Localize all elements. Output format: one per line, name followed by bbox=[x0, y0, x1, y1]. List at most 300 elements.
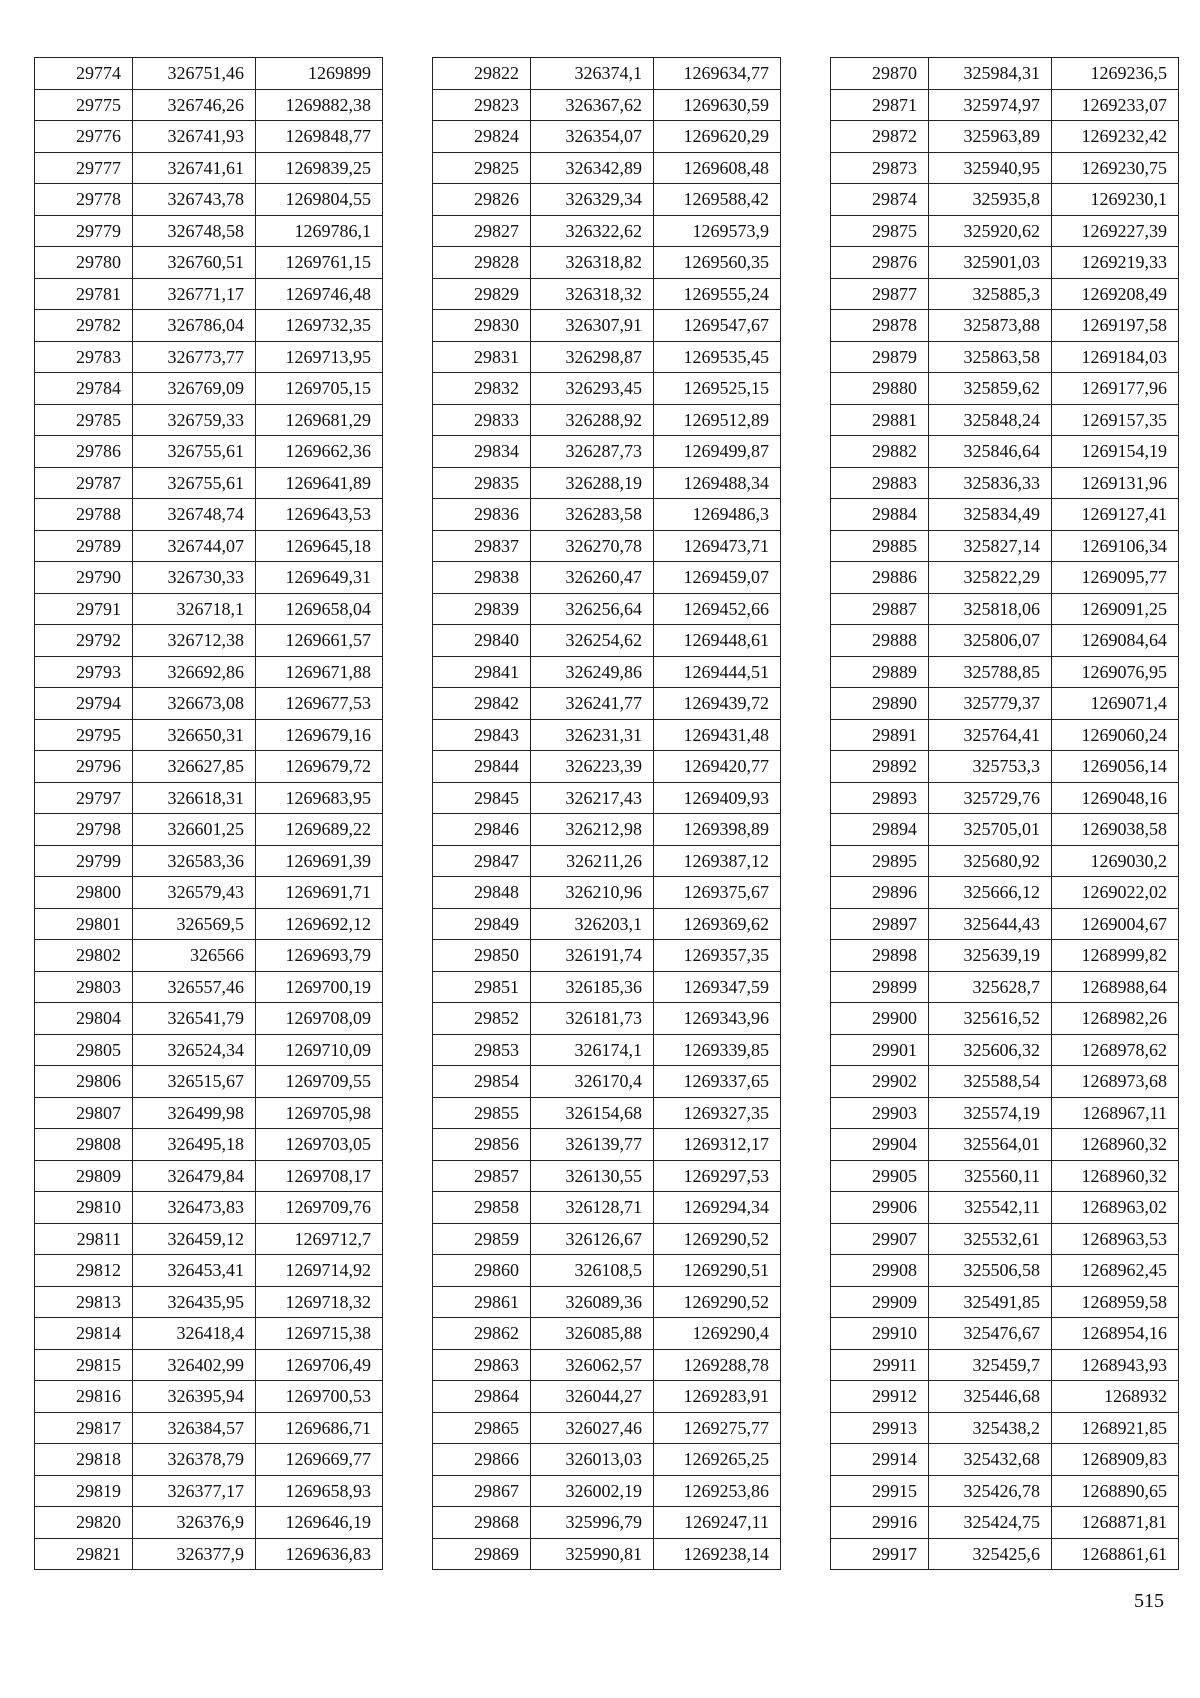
table-row bbox=[831, 1255, 1179, 1287]
y-coordinate-cell: 1269691,71 bbox=[256, 877, 383, 909]
x-coordinate-cell: 325940,95 bbox=[929, 152, 1052, 184]
point-number-cell: 29839 bbox=[433, 593, 531, 625]
x-coordinate-cell: 325438,2 bbox=[929, 1412, 1052, 1444]
y-coordinate-cell: 1269459,07 bbox=[654, 562, 781, 594]
point-number-cell: 29895 bbox=[831, 845, 929, 877]
point-number-cell: 29855 bbox=[433, 1097, 531, 1129]
point-number-cell: 29860 bbox=[433, 1255, 531, 1287]
table-row bbox=[35, 971, 383, 1003]
y-coordinate-cell: 1268960,32 bbox=[1052, 1129, 1179, 1161]
y-coordinate-cell: 1268988,64 bbox=[1052, 971, 1179, 1003]
y-coordinate-cell: 1269700,53 bbox=[256, 1381, 383, 1413]
table-row bbox=[831, 845, 1179, 877]
table-row bbox=[831, 1286, 1179, 1318]
x-coordinate-cell: 326601,25 bbox=[133, 814, 256, 846]
y-coordinate-cell: 1269431,48 bbox=[654, 719, 781, 751]
x-coordinate-cell: 326374,1 bbox=[531, 58, 654, 90]
x-coordinate-cell: 325848,24 bbox=[929, 404, 1052, 436]
point-number-cell: 29861 bbox=[433, 1286, 531, 1318]
y-coordinate-cell: 1269369,62 bbox=[654, 908, 781, 940]
y-coordinate-cell: 1269608,48 bbox=[654, 152, 781, 184]
x-coordinate-cell: 326569,5 bbox=[133, 908, 256, 940]
y-coordinate-cell: 1269588,42 bbox=[654, 184, 781, 216]
point-number-cell: 29831 bbox=[433, 341, 531, 373]
point-number-cell: 29823 bbox=[433, 89, 531, 121]
point-number-cell: 29863 bbox=[433, 1349, 531, 1381]
table-row bbox=[433, 1381, 781, 1413]
y-coordinate-cell: 1269076,95 bbox=[1052, 656, 1179, 688]
y-coordinate-cell: 1269238,14 bbox=[654, 1538, 781, 1570]
y-coordinate-cell: 1269439,72 bbox=[654, 688, 781, 720]
x-coordinate-cell: 326377,17 bbox=[133, 1475, 256, 1507]
point-number-cell: 29881 bbox=[831, 404, 929, 436]
point-number-cell: 29822 bbox=[433, 58, 531, 90]
table-row bbox=[831, 814, 1179, 846]
point-number-cell: 29882 bbox=[831, 436, 929, 468]
table-row bbox=[831, 656, 1179, 688]
point-number-cell: 29856 bbox=[433, 1129, 531, 1161]
x-coordinate-cell: 326759,33 bbox=[133, 404, 256, 436]
table-row bbox=[831, 152, 1179, 184]
y-coordinate-cell: 1269030,2 bbox=[1052, 845, 1179, 877]
point-number-cell: 29786 bbox=[35, 436, 133, 468]
y-coordinate-cell: 1269347,59 bbox=[654, 971, 781, 1003]
point-number-cell: 29788 bbox=[35, 499, 133, 531]
table-row bbox=[831, 215, 1179, 247]
point-number-cell: 29857 bbox=[433, 1160, 531, 1192]
coordinate-table-3 bbox=[830, 57, 1179, 1570]
point-number-cell: 29848 bbox=[433, 877, 531, 909]
x-coordinate-cell: 325885,3 bbox=[929, 278, 1052, 310]
x-coordinate-cell: 325425,6 bbox=[929, 1538, 1052, 1570]
table-row bbox=[35, 278, 383, 310]
y-coordinate-cell: 1268861,61 bbox=[1052, 1538, 1179, 1570]
x-coordinate-cell: 326712,38 bbox=[133, 625, 256, 657]
x-coordinate-cell: 326231,31 bbox=[531, 719, 654, 751]
point-number-cell: 29886 bbox=[831, 562, 929, 594]
y-coordinate-cell: 1269127,41 bbox=[1052, 499, 1179, 531]
y-coordinate-cell: 1269661,57 bbox=[256, 625, 383, 657]
point-number-cell: 29806 bbox=[35, 1066, 133, 1098]
point-number-cell: 29896 bbox=[831, 877, 929, 909]
point-number-cell: 29807 bbox=[35, 1097, 133, 1129]
table-row bbox=[35, 1097, 383, 1129]
x-coordinate-cell: 326249,86 bbox=[531, 656, 654, 688]
table-row bbox=[433, 625, 781, 657]
y-coordinate-cell: 1269275,77 bbox=[654, 1412, 781, 1444]
x-coordinate-cell: 326748,74 bbox=[133, 499, 256, 531]
table-row bbox=[433, 971, 781, 1003]
y-coordinate-cell: 1269339,85 bbox=[654, 1034, 781, 1066]
y-coordinate-cell: 1269547,67 bbox=[654, 310, 781, 342]
point-number-cell: 29902 bbox=[831, 1066, 929, 1098]
table-row bbox=[433, 310, 781, 342]
y-coordinate-cell: 1268943,93 bbox=[1052, 1349, 1179, 1381]
table-row bbox=[35, 814, 383, 846]
y-coordinate-cell: 1268963,02 bbox=[1052, 1192, 1179, 1224]
x-coordinate-cell: 326322,62 bbox=[531, 215, 654, 247]
y-coordinate-cell: 1269106,34 bbox=[1052, 530, 1179, 562]
y-coordinate-cell: 1269448,61 bbox=[654, 625, 781, 657]
point-number-cell: 29796 bbox=[35, 751, 133, 783]
y-coordinate-cell: 1269071,4 bbox=[1052, 688, 1179, 720]
table-row bbox=[831, 1412, 1179, 1444]
x-coordinate-cell: 325574,19 bbox=[929, 1097, 1052, 1129]
x-coordinate-cell: 326211,26 bbox=[531, 845, 654, 877]
y-coordinate-cell: 1269409,93 bbox=[654, 782, 781, 814]
x-coordinate-cell: 325834,49 bbox=[929, 499, 1052, 531]
x-coordinate-cell: 326089,36 bbox=[531, 1286, 654, 1318]
table-row bbox=[831, 58, 1179, 90]
x-coordinate-cell: 325491,85 bbox=[929, 1286, 1052, 1318]
table-row bbox=[35, 373, 383, 405]
table-row bbox=[831, 877, 1179, 909]
x-coordinate-cell: 326743,78 bbox=[133, 184, 256, 216]
x-coordinate-cell: 326769,09 bbox=[133, 373, 256, 405]
y-coordinate-cell: 1269265,25 bbox=[654, 1444, 781, 1476]
table-row bbox=[35, 1160, 383, 1192]
point-number-cell: 29826 bbox=[433, 184, 531, 216]
x-coordinate-cell: 326044,27 bbox=[531, 1381, 654, 1413]
table-row bbox=[433, 1066, 781, 1098]
x-coordinate-cell: 325424,75 bbox=[929, 1507, 1052, 1539]
x-coordinate-cell: 326013,03 bbox=[531, 1444, 654, 1476]
x-coordinate-cell: 325901,03 bbox=[929, 247, 1052, 279]
x-coordinate-cell: 326307,91 bbox=[531, 310, 654, 342]
x-coordinate-cell: 325476,67 bbox=[929, 1318, 1052, 1350]
x-coordinate-cell: 326108,5 bbox=[531, 1255, 654, 1287]
y-coordinate-cell: 1269691,39 bbox=[256, 845, 383, 877]
table-row bbox=[35, 656, 383, 688]
table-row bbox=[831, 121, 1179, 153]
point-number-cell: 29835 bbox=[433, 467, 531, 499]
point-number-cell: 29893 bbox=[831, 782, 929, 814]
x-coordinate-cell: 325827,14 bbox=[929, 530, 1052, 562]
point-number-cell: 29917 bbox=[831, 1538, 929, 1570]
x-coordinate-cell: 326730,33 bbox=[133, 562, 256, 594]
point-number-cell: 29799 bbox=[35, 845, 133, 877]
table-row bbox=[433, 908, 781, 940]
y-coordinate-cell: 1269645,18 bbox=[256, 530, 383, 562]
point-number-cell: 29783 bbox=[35, 341, 133, 373]
x-coordinate-cell: 326473,83 bbox=[133, 1192, 256, 1224]
point-number-cell: 29903 bbox=[831, 1097, 929, 1129]
y-coordinate-cell: 1268921,85 bbox=[1052, 1412, 1179, 1444]
point-number-cell: 29846 bbox=[433, 814, 531, 846]
table-row bbox=[831, 940, 1179, 972]
table-row bbox=[35, 1066, 383, 1098]
y-coordinate-cell: 1269230,1 bbox=[1052, 184, 1179, 216]
point-number-cell: 29858 bbox=[433, 1192, 531, 1224]
table-row bbox=[831, 530, 1179, 562]
table-row bbox=[35, 1475, 383, 1507]
table-row bbox=[831, 89, 1179, 121]
x-coordinate-cell: 326354,07 bbox=[531, 121, 654, 153]
x-coordinate-cell: 326755,61 bbox=[133, 467, 256, 499]
y-coordinate-cell: 1269649,31 bbox=[256, 562, 383, 594]
point-number-cell: 29915 bbox=[831, 1475, 929, 1507]
x-coordinate-cell: 326418,4 bbox=[133, 1318, 256, 1350]
point-number-cell: 29907 bbox=[831, 1223, 929, 1255]
y-coordinate-cell: 1269703,05 bbox=[256, 1129, 383, 1161]
y-coordinate-cell: 1269715,38 bbox=[256, 1318, 383, 1350]
y-coordinate-cell: 1269746,48 bbox=[256, 278, 383, 310]
x-coordinate-cell: 326376,9 bbox=[133, 1507, 256, 1539]
x-coordinate-cell: 326566 bbox=[133, 940, 256, 972]
y-coordinate-cell: 1269555,24 bbox=[654, 278, 781, 310]
point-number-cell: 29802 bbox=[35, 940, 133, 972]
point-number-cell: 29898 bbox=[831, 940, 929, 972]
x-coordinate-cell: 326771,17 bbox=[133, 278, 256, 310]
point-number-cell: 29878 bbox=[831, 310, 929, 342]
point-number-cell: 29828 bbox=[433, 247, 531, 279]
x-coordinate-cell: 325616,52 bbox=[929, 1003, 1052, 1035]
table-row bbox=[433, 247, 781, 279]
table-row bbox=[433, 58, 781, 90]
x-coordinate-cell: 325628,7 bbox=[929, 971, 1052, 1003]
y-coordinate-cell: 1268967,11 bbox=[1052, 1097, 1179, 1129]
y-coordinate-cell: 1269219,33 bbox=[1052, 247, 1179, 279]
table-row bbox=[433, 215, 781, 247]
point-number-cell: 29804 bbox=[35, 1003, 133, 1035]
table-row bbox=[831, 1160, 1179, 1192]
y-coordinate-cell: 1269839,25 bbox=[256, 152, 383, 184]
table-row bbox=[831, 1129, 1179, 1161]
x-coordinate-cell: 326402,99 bbox=[133, 1349, 256, 1381]
point-number-cell: 29811 bbox=[35, 1223, 133, 1255]
point-number-cell: 29850 bbox=[433, 940, 531, 972]
y-coordinate-cell: 1269706,49 bbox=[256, 1349, 383, 1381]
point-number-cell: 29868 bbox=[433, 1507, 531, 1539]
point-number-cell: 29833 bbox=[433, 404, 531, 436]
y-coordinate-cell: 1269709,76 bbox=[256, 1192, 383, 1224]
y-coordinate-cell: 1269312,17 bbox=[654, 1129, 781, 1161]
table-row bbox=[433, 1129, 781, 1161]
table-row bbox=[433, 184, 781, 216]
y-coordinate-cell: 1269091,25 bbox=[1052, 593, 1179, 625]
point-number-cell: 29832 bbox=[433, 373, 531, 405]
x-coordinate-cell: 326459,12 bbox=[133, 1223, 256, 1255]
x-coordinate-cell: 325846,64 bbox=[929, 436, 1052, 468]
y-coordinate-cell: 1269708,09 bbox=[256, 1003, 383, 1035]
table-row bbox=[831, 499, 1179, 531]
point-number-cell: 29777 bbox=[35, 152, 133, 184]
table-row bbox=[35, 467, 383, 499]
table-row bbox=[433, 1349, 781, 1381]
point-number-cell: 29889 bbox=[831, 656, 929, 688]
y-coordinate-cell: 1269184,03 bbox=[1052, 341, 1179, 373]
x-coordinate-cell: 326773,77 bbox=[133, 341, 256, 373]
table-row bbox=[433, 436, 781, 468]
x-coordinate-cell: 325729,76 bbox=[929, 782, 1052, 814]
y-coordinate-cell: 1269084,64 bbox=[1052, 625, 1179, 657]
y-coordinate-cell: 1269713,95 bbox=[256, 341, 383, 373]
table-row bbox=[831, 1003, 1179, 1035]
point-number-cell: 29873 bbox=[831, 152, 929, 184]
table-row bbox=[35, 1034, 383, 1066]
table-row bbox=[35, 58, 383, 90]
x-coordinate-cell: 326627,85 bbox=[133, 751, 256, 783]
y-coordinate-cell: 1268978,62 bbox=[1052, 1034, 1179, 1066]
point-number-cell: 29880 bbox=[831, 373, 929, 405]
y-coordinate-cell: 1269658,04 bbox=[256, 593, 383, 625]
x-coordinate-cell: 325764,41 bbox=[929, 719, 1052, 751]
table-row bbox=[433, 1412, 781, 1444]
point-number-cell: 29890 bbox=[831, 688, 929, 720]
x-coordinate-cell: 325859,62 bbox=[929, 373, 1052, 405]
x-coordinate-cell: 325680,92 bbox=[929, 845, 1052, 877]
x-coordinate-cell: 325779,37 bbox=[929, 688, 1052, 720]
x-coordinate-cell: 325974,97 bbox=[929, 89, 1052, 121]
point-number-cell: 29908 bbox=[831, 1255, 929, 1287]
y-coordinate-cell: 1269686,71 bbox=[256, 1412, 383, 1444]
table-row bbox=[35, 625, 383, 657]
y-coordinate-cell: 1269253,86 bbox=[654, 1475, 781, 1507]
table-row bbox=[35, 1223, 383, 1255]
table-row bbox=[35, 436, 383, 468]
point-number-cell: 29888 bbox=[831, 625, 929, 657]
x-coordinate-cell: 326650,31 bbox=[133, 719, 256, 751]
table-row bbox=[35, 877, 383, 909]
table-row bbox=[433, 1507, 781, 1539]
table-row bbox=[433, 1286, 781, 1318]
coordinate-table-1 bbox=[34, 57, 383, 1570]
table-row bbox=[433, 373, 781, 405]
point-number-cell: 29787 bbox=[35, 467, 133, 499]
y-coordinate-cell: 1269525,15 bbox=[654, 373, 781, 405]
table-row bbox=[35, 530, 383, 562]
y-coordinate-cell: 1269444,51 bbox=[654, 656, 781, 688]
table-row bbox=[433, 1538, 781, 1570]
x-coordinate-cell: 325432,68 bbox=[929, 1444, 1052, 1476]
x-coordinate-cell: 326154,68 bbox=[531, 1097, 654, 1129]
x-coordinate-cell: 326191,74 bbox=[531, 940, 654, 972]
point-number-cell: 29884 bbox=[831, 499, 929, 531]
x-coordinate-cell: 326203,1 bbox=[531, 908, 654, 940]
y-coordinate-cell: 1268932 bbox=[1052, 1381, 1179, 1413]
y-coordinate-cell: 1269488,34 bbox=[654, 467, 781, 499]
table-row bbox=[433, 152, 781, 184]
y-coordinate-cell: 1269560,35 bbox=[654, 247, 781, 279]
table-row bbox=[35, 1538, 383, 1570]
point-number-cell: 29775 bbox=[35, 89, 133, 121]
point-number-cell: 29780 bbox=[35, 247, 133, 279]
table-row bbox=[433, 89, 781, 121]
x-coordinate-cell: 326212,98 bbox=[531, 814, 654, 846]
table-row bbox=[35, 1255, 383, 1287]
x-coordinate-cell: 326128,71 bbox=[531, 1192, 654, 1224]
point-number-cell: 29914 bbox=[831, 1444, 929, 1476]
x-coordinate-cell: 325996,79 bbox=[531, 1507, 654, 1539]
table-row bbox=[35, 1507, 383, 1539]
point-number-cell: 29899 bbox=[831, 971, 929, 1003]
y-coordinate-cell: 1269230,75 bbox=[1052, 152, 1179, 184]
x-coordinate-cell: 326748,58 bbox=[133, 215, 256, 247]
point-number-cell: 29864 bbox=[433, 1381, 531, 1413]
y-coordinate-cell: 1269038,58 bbox=[1052, 814, 1179, 846]
table-row bbox=[831, 1034, 1179, 1066]
point-number-cell: 29778 bbox=[35, 184, 133, 216]
point-number-cell: 29913 bbox=[831, 1412, 929, 1444]
x-coordinate-cell: 326741,61 bbox=[133, 152, 256, 184]
y-coordinate-cell: 1269669,77 bbox=[256, 1444, 383, 1476]
x-coordinate-cell: 326185,36 bbox=[531, 971, 654, 1003]
y-coordinate-cell: 1269290,52 bbox=[654, 1286, 781, 1318]
x-coordinate-cell: 326287,73 bbox=[531, 436, 654, 468]
table-row bbox=[433, 1255, 781, 1287]
y-coordinate-cell: 1269679,72 bbox=[256, 751, 383, 783]
y-coordinate-cell: 1269718,32 bbox=[256, 1286, 383, 1318]
x-coordinate-cell: 326181,73 bbox=[531, 1003, 654, 1035]
y-coordinate-cell: 1269290,52 bbox=[654, 1223, 781, 1255]
x-coordinate-cell: 325873,88 bbox=[929, 310, 1052, 342]
point-number-cell: 29867 bbox=[433, 1475, 531, 1507]
table-row bbox=[831, 1223, 1179, 1255]
point-number-cell: 29792 bbox=[35, 625, 133, 657]
point-number-cell: 29789 bbox=[35, 530, 133, 562]
y-coordinate-cell: 1268963,53 bbox=[1052, 1223, 1179, 1255]
y-coordinate-cell: 1269022,02 bbox=[1052, 877, 1179, 909]
table-row bbox=[831, 467, 1179, 499]
point-number-cell: 29776 bbox=[35, 121, 133, 153]
table-row bbox=[35, 215, 383, 247]
x-coordinate-cell: 325920,62 bbox=[929, 215, 1052, 247]
point-number-cell: 29916 bbox=[831, 1507, 929, 1539]
point-number-cell: 29793 bbox=[35, 656, 133, 688]
x-coordinate-cell: 326579,43 bbox=[133, 877, 256, 909]
table-row bbox=[433, 1223, 781, 1255]
page-number: 515 bbox=[1134, 1590, 1164, 1612]
y-coordinate-cell: 1269288,78 bbox=[654, 1349, 781, 1381]
y-coordinate-cell: 1269899 bbox=[256, 58, 383, 90]
y-coordinate-cell: 1268959,58 bbox=[1052, 1286, 1179, 1318]
y-coordinate-cell: 1269375,67 bbox=[654, 877, 781, 909]
point-number-cell: 29900 bbox=[831, 1003, 929, 1035]
table-row bbox=[831, 1349, 1179, 1381]
point-number-cell: 29844 bbox=[433, 751, 531, 783]
x-coordinate-cell: 326760,51 bbox=[133, 247, 256, 279]
point-number-cell: 29845 bbox=[433, 782, 531, 814]
y-coordinate-cell: 1268890,65 bbox=[1052, 1475, 1179, 1507]
y-coordinate-cell: 1269692,12 bbox=[256, 908, 383, 940]
x-coordinate-cell: 325506,58 bbox=[929, 1255, 1052, 1287]
table-row bbox=[433, 593, 781, 625]
x-coordinate-cell: 326541,79 bbox=[133, 1003, 256, 1035]
y-coordinate-cell: 1269197,58 bbox=[1052, 310, 1179, 342]
x-coordinate-cell: 326223,39 bbox=[531, 751, 654, 783]
table-row bbox=[35, 908, 383, 940]
y-coordinate-cell: 1269714,92 bbox=[256, 1255, 383, 1287]
table-row bbox=[433, 1097, 781, 1129]
x-coordinate-cell: 325459,7 bbox=[929, 1349, 1052, 1381]
table-row bbox=[35, 688, 383, 720]
point-number-cell: 29798 bbox=[35, 814, 133, 846]
x-coordinate-cell: 326283,58 bbox=[531, 499, 654, 531]
point-number-cell: 29809 bbox=[35, 1160, 133, 1192]
point-number-cell: 29909 bbox=[831, 1286, 929, 1318]
x-coordinate-cell: 325532,61 bbox=[929, 1223, 1052, 1255]
point-number-cell: 29785 bbox=[35, 404, 133, 436]
x-coordinate-cell: 326241,77 bbox=[531, 688, 654, 720]
point-number-cell: 29779 bbox=[35, 215, 133, 247]
x-coordinate-cell: 326395,94 bbox=[133, 1381, 256, 1413]
point-number-cell: 29843 bbox=[433, 719, 531, 751]
x-coordinate-cell: 326329,34 bbox=[531, 184, 654, 216]
point-number-cell: 29810 bbox=[35, 1192, 133, 1224]
table-row bbox=[35, 1381, 383, 1413]
y-coordinate-cell: 1269636,83 bbox=[256, 1538, 383, 1570]
y-coordinate-cell: 1269708,17 bbox=[256, 1160, 383, 1192]
